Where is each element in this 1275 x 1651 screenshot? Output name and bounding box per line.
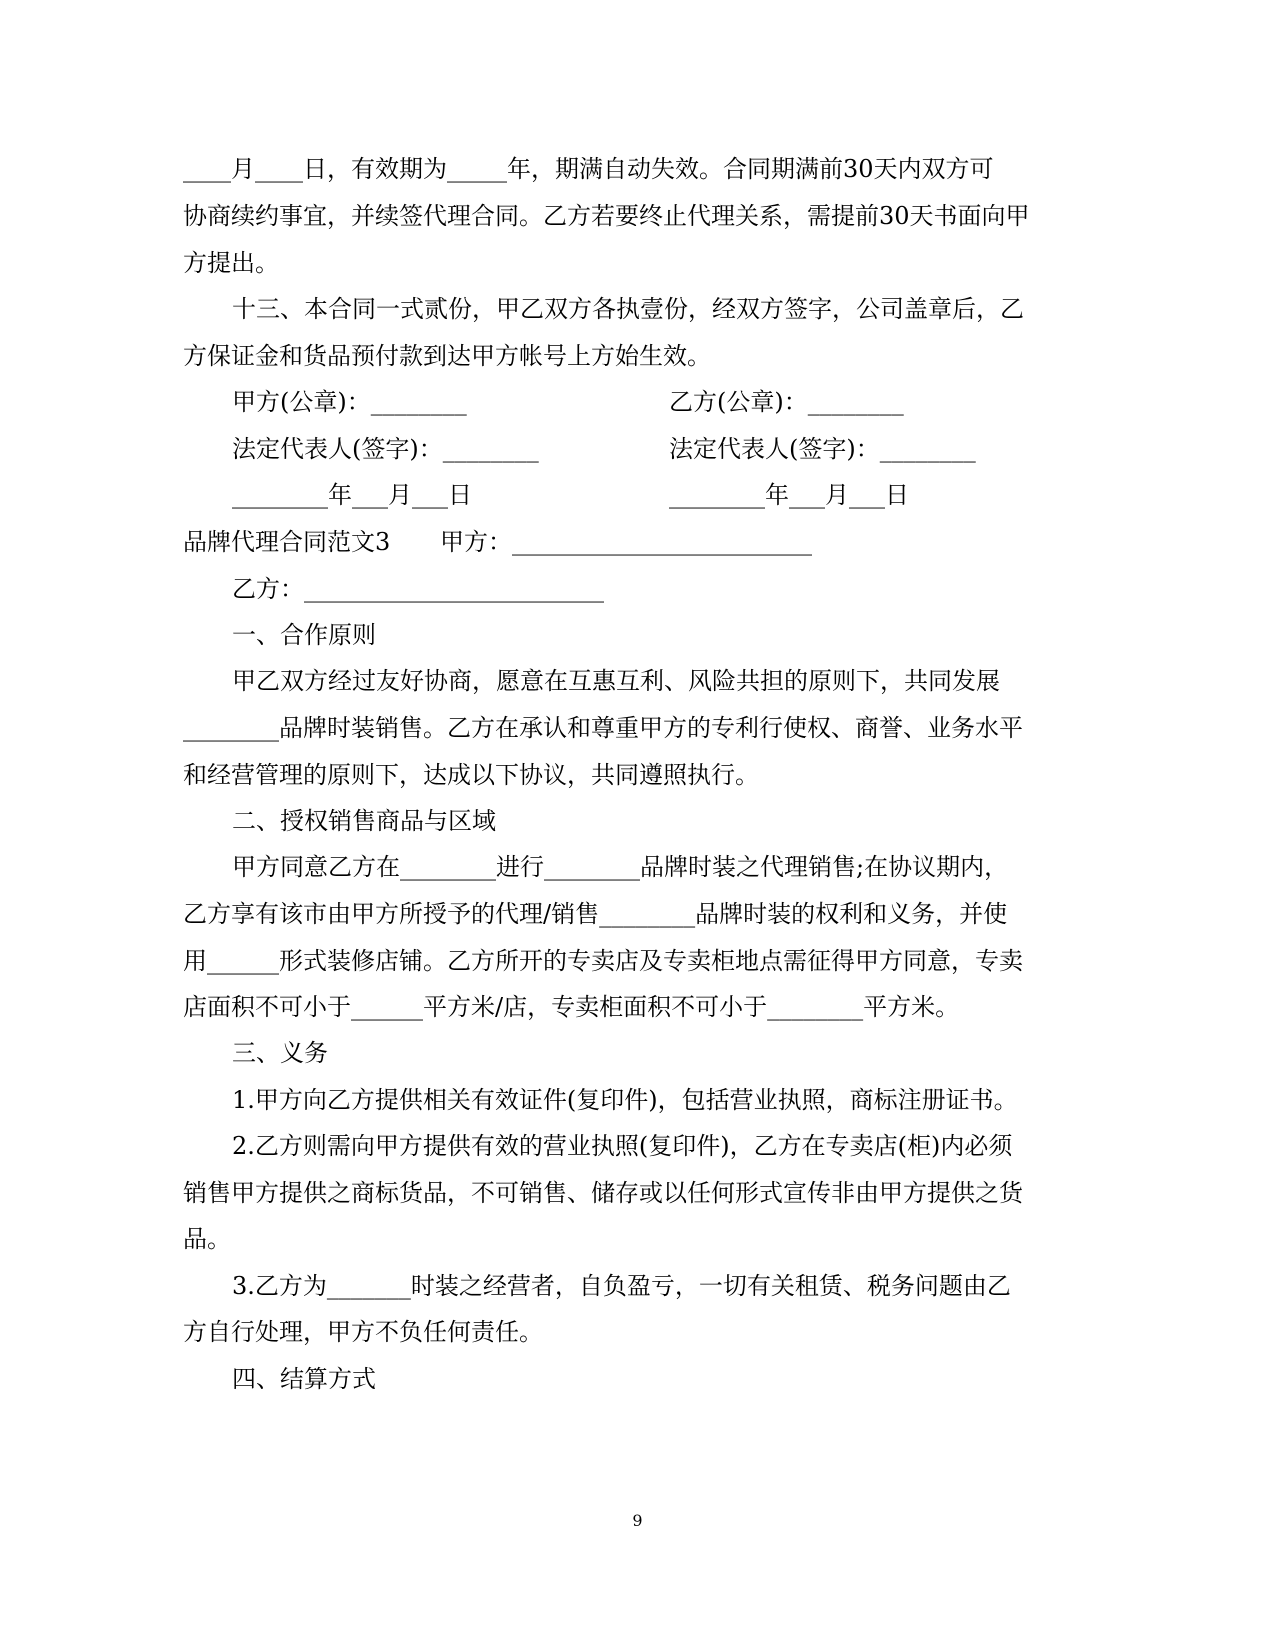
text-line: 甲乙双方经过友好协商，愿意在互惠互利、风险共担的原则下，共同发展: [232, 667, 1000, 695]
text-line: 协商续约事宜，并续签代理合同。乙方若要终止代理关系，需提前30天书面向甲: [183, 202, 1030, 230]
party-b-seal: 乙方(公章)：________: [669, 388, 904, 416]
party-a-seal: 甲方(公章)：________: [232, 388, 467, 416]
list-item: 1.甲方向乙方提供相关有效证件(复印件)，包括营业执照，商标注册证书。: [232, 1086, 1018, 1114]
text-line: 方保证金和货品预付款到达甲方帐号上方始生效。: [183, 342, 711, 370]
list-item: 3.乙方为_______时装之经营者，自负盈亏，一切有关租赁、税务问题由乙: [232, 1272, 1011, 1300]
section-heading: 二、授权销售商品与区域: [232, 807, 496, 835]
page-number: 9: [632, 1511, 643, 1530]
party-a-date: ________年___月___日: [232, 481, 472, 509]
document-title: 品牌代理合同范文3: [183, 528, 391, 556]
section-heading: 四、结算方式: [232, 1365, 376, 1393]
text-line: 乙方享有该市由甲方所授予的代理/销售________品牌时装的权利和义务，并使: [183, 900, 1008, 928]
text-line: 方提出。: [183, 249, 279, 277]
text-line: ________品牌时装销售。乙方在承认和尊重甲方的专利行使权、商誉、业务水平: [183, 714, 1023, 742]
list-item: 2.乙方则需向甲方提供有效的营业执照(复印件)，乙方在专卖店(柜)内必须: [232, 1132, 1013, 1160]
clause-13-heading: 十三、本合同一式贰份，甲乙双方各执壹份，经双方签字，公司盖章后，乙: [232, 295, 1024, 323]
text-line: 方自行处理，甲方不负任何责任。: [183, 1318, 543, 1346]
party-b-date: ________年___月___日: [669, 481, 909, 509]
text-line: 店面积不可小于______平方米/店，专卖柜面积不可小于________平方米。: [183, 993, 960, 1021]
text-line: 用______形式装修店铺。乙方所开的专卖店及专卖柜地点需征得甲方同意，专卖: [183, 947, 1023, 975]
text-line: 和经营管理的原则下，达成以下协议，共同遵照执行。: [183, 761, 759, 789]
text-line: 销售甲方提供之商标货品，不可销售、储存或以任何形式宣传非由甲方提供之货: [183, 1179, 1023, 1207]
party-a-representative: 法定代表人(签字)：________: [232, 435, 539, 463]
text-line: ____月____日，有效期为_____年，期满自动失效。合同期满前30天内双方可: [183, 155, 994, 183]
text-line: 品。: [183, 1225, 231, 1253]
section-heading: 一、合作原则: [232, 621, 376, 649]
section-heading: 三、义务: [232, 1039, 328, 1067]
party-b-field: 乙方：_________________________: [232, 575, 604, 603]
text-line: 甲方同意乙方在________进行________品牌时装之代理销售;在协议期内，: [232, 853, 1009, 881]
party-a-field: 甲方：_________________________: [440, 528, 812, 556]
party-b-representative: 法定代表人(签字)：________: [669, 435, 976, 463]
